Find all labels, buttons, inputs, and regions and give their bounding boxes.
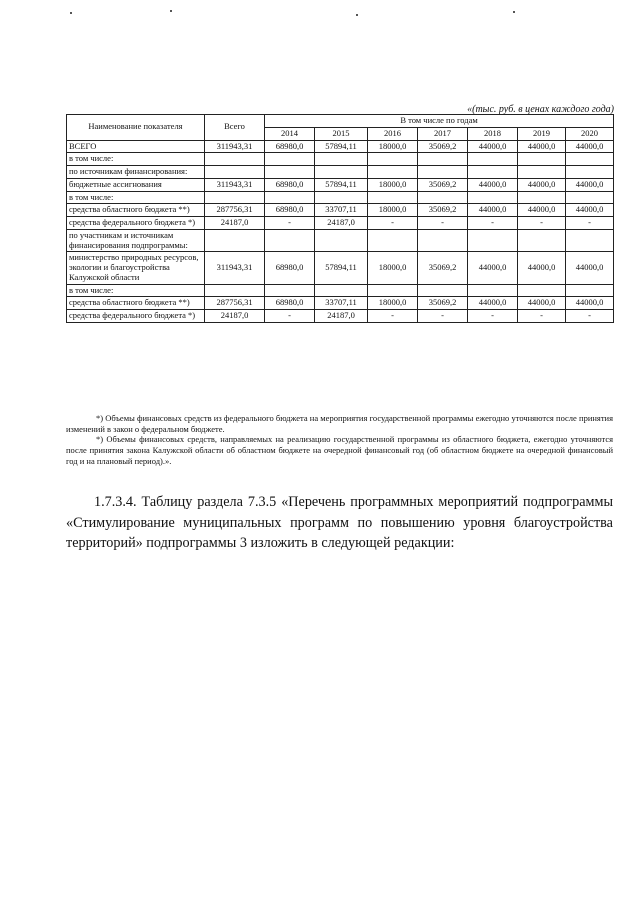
- row-year-value: 44000,0: [518, 252, 566, 284]
- row-label: ВСЕГО: [67, 140, 205, 153]
- row-year-value: -: [418, 217, 468, 230]
- footnotes: [66, 413, 613, 466]
- row-year-value: 68980,0: [265, 252, 315, 284]
- row-year-value: 18000,0: [368, 140, 418, 153]
- row-year-value: -: [368, 310, 418, 323]
- row-year-value: [368, 153, 418, 166]
- row-total: [205, 153, 265, 166]
- row-total: [205, 166, 265, 179]
- scan-speck: [70, 12, 72, 14]
- row-year-value: [566, 229, 614, 252]
- table-header-row: [67, 115, 614, 128]
- row-year-value: -: [265, 217, 315, 230]
- header-year: 2016: [368, 127, 418, 140]
- row-year-value: -: [566, 217, 614, 230]
- row-year-value: 18000,0: [368, 204, 418, 217]
- row-year-value: [315, 284, 368, 297]
- row-year-value: [368, 166, 418, 179]
- row-year-value: 68980,0: [265, 178, 315, 191]
- row-year-value: [518, 229, 566, 252]
- row-year-value: [468, 153, 518, 166]
- row-year-value: [265, 284, 315, 297]
- row-year-value: -: [468, 217, 518, 230]
- row-year-value: [468, 284, 518, 297]
- row-year-value: -: [265, 310, 315, 323]
- table-row: [67, 310, 614, 323]
- row-year-value: 44000,0: [566, 252, 614, 284]
- row-label: в том числе:: [67, 284, 205, 297]
- row-year-value: 68980,0: [265, 297, 315, 310]
- header-years-group: В том числе по годам: [265, 115, 614, 128]
- row-year-value: -: [518, 310, 566, 323]
- row-year-value: [265, 153, 315, 166]
- row-year-value: 33707,11: [315, 204, 368, 217]
- footnote-federal: *) Объемы финансовых средств из федерального бюджета на мероприятия государственной программы ежегодно уточняются после принятия изменений в закон о федеральном бюджете.: [66, 413, 613, 434]
- row-year-value: 44000,0: [518, 297, 566, 310]
- row-label: министерство природных ресурсов, экологии и благоустройства Калужской области: [67, 252, 205, 284]
- row-year-value: [418, 229, 468, 252]
- table-row: [67, 297, 614, 310]
- row-year-value: 44000,0: [518, 204, 566, 217]
- table-row: [67, 140, 614, 153]
- row-year-value: [518, 153, 566, 166]
- row-year-value: [315, 229, 368, 252]
- row-label: по участникам и источникам финансирования подпрограммы:: [67, 229, 205, 252]
- row-label: по источникам финансирования:: [67, 166, 205, 179]
- row-label: средства федерального бюджета *): [67, 310, 205, 323]
- row-year-value: 57894,11: [315, 178, 368, 191]
- units-note: «(тыс. руб. в ценах каждого года): [467, 104, 614, 115]
- row-label: в том числе:: [67, 153, 205, 166]
- row-year-value: 18000,0: [368, 252, 418, 284]
- row-year-value: -: [468, 310, 518, 323]
- row-total: 287756,31: [205, 297, 265, 310]
- row-year-value: 44000,0: [566, 178, 614, 191]
- row-label: средства федерального бюджета *): [67, 217, 205, 230]
- row-year-value: [468, 191, 518, 204]
- row-year-value: [566, 284, 614, 297]
- table-row: [67, 204, 614, 217]
- row-year-value: [518, 166, 566, 179]
- header-year: 2020: [566, 127, 614, 140]
- header-total: Всего: [205, 115, 265, 141]
- row-total: 311943,31: [205, 140, 265, 153]
- row-total: [205, 191, 265, 204]
- table-row: [67, 178, 614, 191]
- row-year-value: 57894,11: [315, 252, 368, 284]
- row-year-value: [566, 166, 614, 179]
- row-label: бюджетные ассигнования: [67, 178, 205, 191]
- row-total: 311943,31: [205, 178, 265, 191]
- header-year: 2019: [518, 127, 566, 140]
- header-year: 2017: [418, 127, 468, 140]
- row-year-value: 44000,0: [468, 140, 518, 153]
- row-year-value: [368, 191, 418, 204]
- row-year-value: 68980,0: [265, 204, 315, 217]
- row-year-value: 68980,0: [265, 140, 315, 153]
- row-year-value: 44000,0: [566, 140, 614, 153]
- row-year-value: [315, 191, 368, 204]
- table-row: [67, 252, 614, 284]
- row-year-value: 35069,2: [418, 178, 468, 191]
- row-label: средства областного бюджета **): [67, 204, 205, 217]
- row-year-value: [265, 229, 315, 252]
- row-label: в том числе:: [67, 191, 205, 204]
- row-label: средства областного бюджета **): [67, 297, 205, 310]
- row-year-value: 24187,0: [315, 310, 368, 323]
- row-year-value: 44000,0: [468, 178, 518, 191]
- row-year-value: -: [518, 217, 566, 230]
- row-year-value: [518, 191, 566, 204]
- header-name: Наименование показателя: [67, 115, 205, 141]
- row-total: [205, 284, 265, 297]
- row-year-value: -: [368, 217, 418, 230]
- row-total: 287756,31: [205, 204, 265, 217]
- row-total: 24187,0: [205, 310, 265, 323]
- row-year-value: [315, 166, 368, 179]
- row-year-value: 24187,0: [315, 217, 368, 230]
- header-year: 2015: [315, 127, 368, 140]
- table-row: [67, 153, 614, 166]
- scan-speck: [170, 10, 172, 12]
- row-year-value: [518, 284, 566, 297]
- table-row: [67, 217, 614, 230]
- row-year-value: [418, 153, 468, 166]
- row-year-value: [418, 166, 468, 179]
- header-year: 2014: [265, 127, 315, 140]
- row-total: 24187,0: [205, 217, 265, 230]
- row-year-value: 33707,11: [315, 297, 368, 310]
- row-year-value: 35069,2: [418, 140, 468, 153]
- row-year-value: [418, 191, 468, 204]
- row-year-value: [315, 153, 368, 166]
- row-year-value: 44000,0: [518, 140, 566, 153]
- row-year-value: [418, 284, 468, 297]
- row-year-value: 35069,2: [418, 204, 468, 217]
- table-row: [67, 166, 614, 179]
- table-row: [67, 284, 614, 297]
- row-year-value: 44000,0: [566, 297, 614, 310]
- row-year-value: [566, 191, 614, 204]
- scan-speck: [513, 11, 515, 13]
- table-row: [67, 229, 614, 252]
- row-year-value: 57894,11: [315, 140, 368, 153]
- amendment-paragraph: 1.7.3.4. Таблицу раздела 7.3.5 «Перечень программных мероприятий подпрограммы «Стимулирование муниципальных программ по повышению уровня благоустройства территорий» подпрограммы 3 изложить в следующей редакции:: [66, 494, 613, 552]
- row-year-value: 44000,0: [468, 252, 518, 284]
- row-year-value: -: [566, 310, 614, 323]
- row-year-value: [265, 166, 315, 179]
- row-year-value: 44000,0: [518, 178, 566, 191]
- row-year-value: [368, 284, 418, 297]
- header-year: 2018: [468, 127, 518, 140]
- row-year-value: 35069,2: [418, 252, 468, 284]
- row-year-value: 44000,0: [468, 297, 518, 310]
- row-year-value: 35069,2: [418, 297, 468, 310]
- row-year-value: -: [418, 310, 468, 323]
- financing-table: [66, 114, 614, 323]
- row-year-value: [368, 229, 418, 252]
- footnote-regional: *) Объемы финансовых средств, направляемых на реализацию государственной программы из областного бюджета, ежегодно уточняются после принятия закона Калужской области об областном бюджете на очередной финансовый год (об областном бюджете на очередной финансовый год и на плановый период).».: [66, 434, 613, 466]
- row-year-value: 18000,0: [368, 297, 418, 310]
- row-total: [205, 229, 265, 252]
- row-year-value: 44000,0: [468, 204, 518, 217]
- scan-speck: [356, 14, 358, 16]
- row-year-value: [468, 166, 518, 179]
- row-year-value: [566, 153, 614, 166]
- row-year-value: [468, 229, 518, 252]
- table-row: [67, 191, 614, 204]
- row-year-value: [265, 191, 315, 204]
- row-total: 311943,31: [205, 252, 265, 284]
- row-year-value: 44000,0: [566, 204, 614, 217]
- row-year-value: 18000,0: [368, 178, 418, 191]
